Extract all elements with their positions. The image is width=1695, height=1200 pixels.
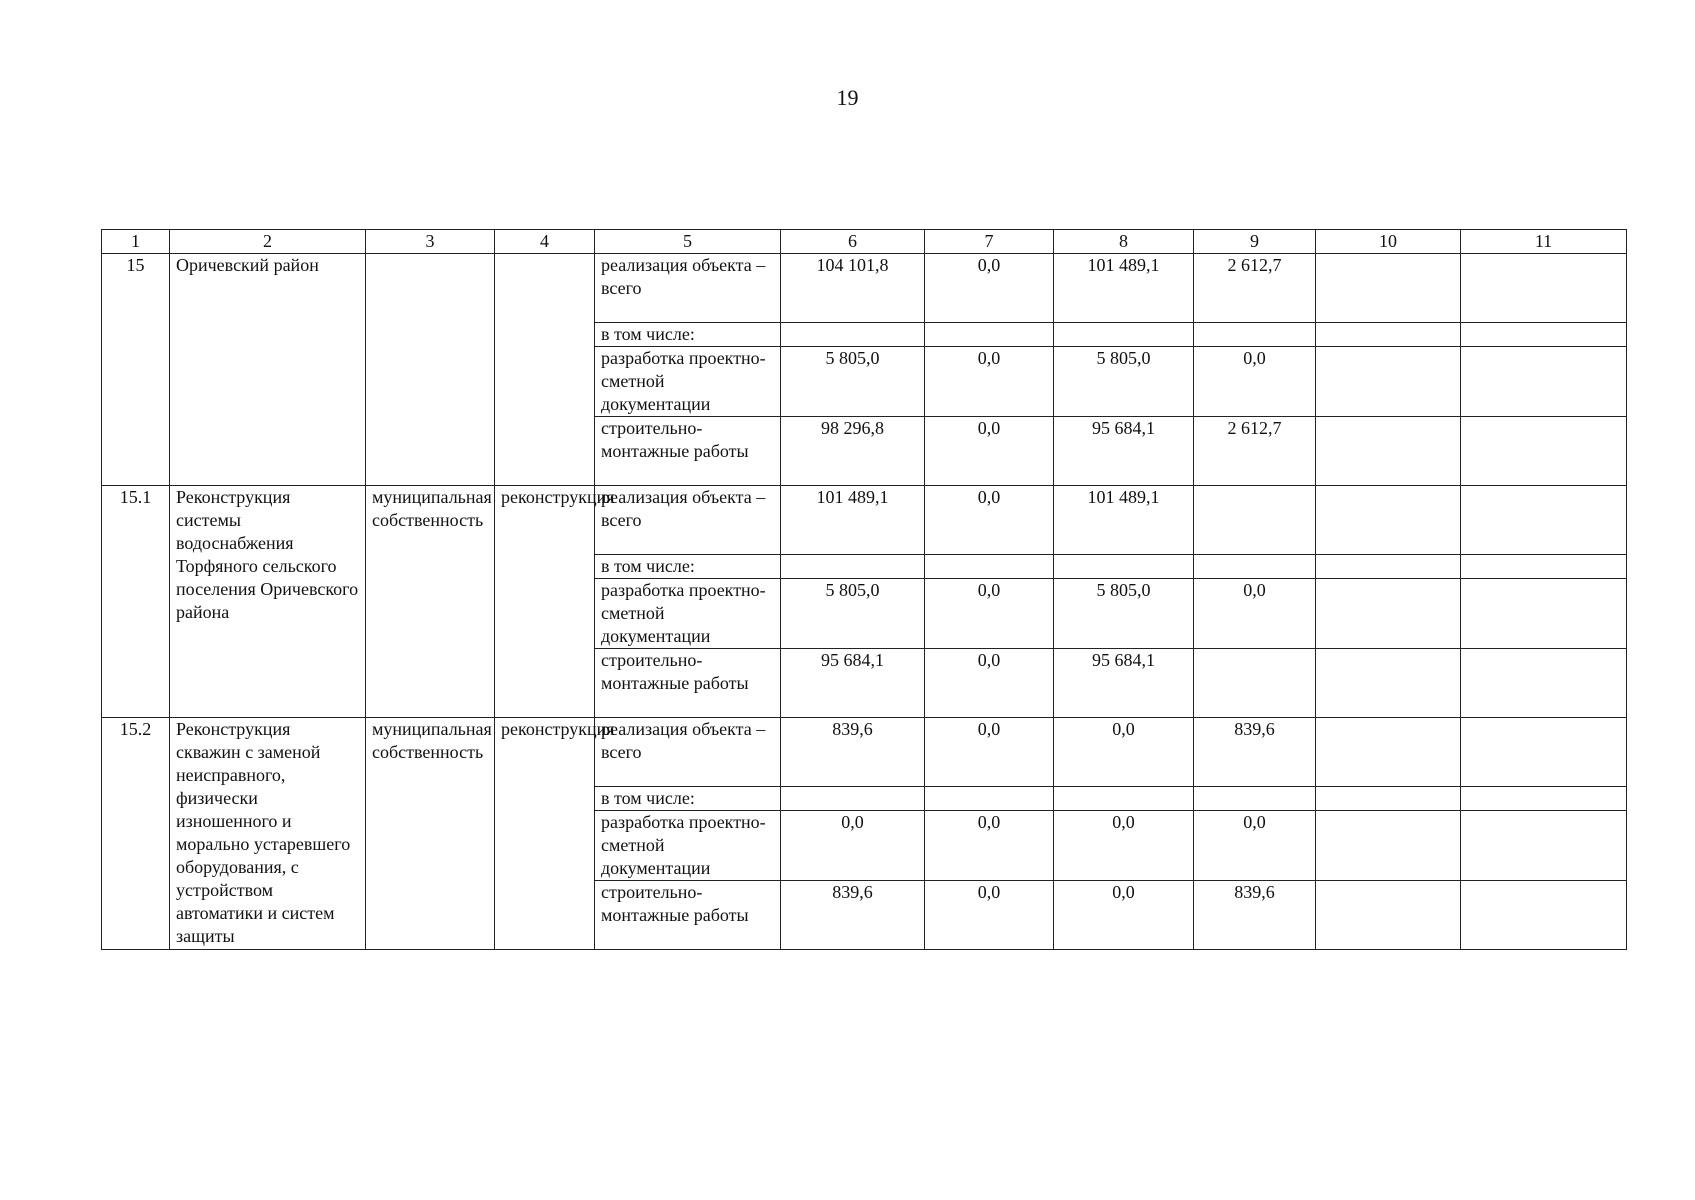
expense-label: строительно-монтажные работы (595, 649, 781, 718)
value-cell-c8 (1054, 323, 1194, 347)
item-number: 15.1 (102, 486, 170, 718)
column-number: 4 (495, 230, 595, 254)
column-number-row (102, 230, 1627, 254)
value-cell-c7: 0,0 (925, 881, 1054, 950)
value-cell-c10 (1316, 881, 1461, 950)
value-cell-c7 (925, 323, 1054, 347)
expense-label: реализация объекта – всего (595, 486, 781, 555)
page-number: 19 (836, 85, 859, 110)
value-cell-c6: 5 805,0 (781, 347, 925, 417)
value-cell-c7 (925, 787, 1054, 811)
value-cell-c10 (1316, 347, 1461, 417)
value-cell-c11 (1461, 649, 1627, 718)
value-cell-c6 (781, 787, 925, 811)
expense-label: разработка проектно-сметной документации (595, 811, 781, 881)
value-cell-c9: 839,6 (1194, 718, 1316, 787)
value-cell-c10 (1316, 254, 1461, 323)
expense-label: строительно-монтажные работы (595, 881, 781, 950)
work-type: реконструкция (495, 718, 595, 950)
value-cell-c10 (1316, 787, 1461, 811)
value-cell-c10 (1316, 555, 1461, 579)
value-cell-c11 (1461, 417, 1627, 486)
column-number: 7 (925, 230, 1054, 254)
table-row (102, 718, 1627, 787)
value-cell-c11 (1461, 555, 1627, 579)
column-number: 6 (781, 230, 925, 254)
value-cell-c9: 2 612,7 (1194, 254, 1316, 323)
value-cell-c10 (1316, 486, 1461, 555)
value-cell-c9 (1194, 649, 1316, 718)
value-cell-c11 (1461, 881, 1627, 950)
expense-label: в том числе: (595, 555, 781, 579)
value-cell-c11 (1461, 811, 1627, 881)
value-cell-c11 (1461, 323, 1627, 347)
value-cell-c11 (1461, 718, 1627, 787)
column-number: 8 (1054, 230, 1194, 254)
value-cell-c10 (1316, 323, 1461, 347)
value-cell-c8: 0,0 (1054, 718, 1194, 787)
value-cell-c7: 0,0 (925, 417, 1054, 486)
value-cell-c11 (1461, 787, 1627, 811)
value-cell-c9: 0,0 (1194, 811, 1316, 881)
value-cell-c7: 0,0 (925, 486, 1054, 555)
value-cell-c6: 95 684,1 (781, 649, 925, 718)
value-cell-c6: 839,6 (781, 718, 925, 787)
value-cell-c7: 0,0 (925, 254, 1054, 323)
value-cell-c7 (925, 555, 1054, 579)
value-cell-c8: 5 805,0 (1054, 579, 1194, 649)
value-cell-c11 (1461, 486, 1627, 555)
value-cell-c10 (1316, 649, 1461, 718)
value-cell-c6: 0,0 (781, 811, 925, 881)
value-cell-c9 (1194, 323, 1316, 347)
value-cell-c8: 95 684,1 (1054, 417, 1194, 486)
value-cell-c6 (781, 323, 925, 347)
ownership-form (366, 254, 495, 486)
value-cell-c10 (1316, 811, 1461, 881)
work-type: реконструкция (495, 486, 595, 718)
value-cell-c7: 0,0 (925, 718, 1054, 787)
value-cell-c8 (1054, 787, 1194, 811)
value-cell-c8: 0,0 (1054, 811, 1194, 881)
expense-label: разработка проектно-сметной документации (595, 347, 781, 417)
value-cell-c11 (1461, 347, 1627, 417)
value-cell-c7: 0,0 (925, 579, 1054, 649)
value-cell-c9: 0,0 (1194, 347, 1316, 417)
table-row (102, 254, 1627, 323)
budget-table (101, 229, 1627, 950)
value-cell-c8: 101 489,1 (1054, 254, 1194, 323)
column-number: 1 (102, 230, 170, 254)
value-cell-c9: 2 612,7 (1194, 417, 1316, 486)
value-cell-c7: 0,0 (925, 347, 1054, 417)
expense-label: в том числе: (595, 787, 781, 811)
item-number: 15.2 (102, 718, 170, 950)
object-name: Реконструкция скважин с заменой неисправного, физически изношенного и морально устаревшего оборудования, с устройством автоматики и систем защиты (170, 718, 366, 950)
value-cell-c8: 5 805,0 (1054, 347, 1194, 417)
value-cell-c8: 0,0 (1054, 881, 1194, 950)
expense-label: в том числе: (595, 323, 781, 347)
value-cell-c9 (1194, 555, 1316, 579)
column-number: 2 (170, 230, 366, 254)
value-cell-c11 (1461, 254, 1627, 323)
column-number: 11 (1461, 230, 1627, 254)
column-number: 9 (1194, 230, 1316, 254)
value-cell-c7: 0,0 (925, 811, 1054, 881)
value-cell-c9: 839,6 (1194, 881, 1316, 950)
item-number: 15 (102, 254, 170, 486)
value-cell-c10 (1316, 579, 1461, 649)
expense-label: реализация объекта – всего (595, 718, 781, 787)
value-cell-c6: 104 101,8 (781, 254, 925, 323)
value-cell-c6: 5 805,0 (781, 579, 925, 649)
value-cell-c8: 95 684,1 (1054, 649, 1194, 718)
table-row (102, 486, 1627, 555)
column-number: 5 (595, 230, 781, 254)
value-cell-c9 (1194, 787, 1316, 811)
value-cell-c8: 101 489,1 (1054, 486, 1194, 555)
object-name: Оричевский район (170, 254, 366, 486)
expense-label: реализация объекта – всего (595, 254, 781, 323)
value-cell-c10 (1316, 417, 1461, 486)
value-cell-c11 (1461, 579, 1627, 649)
value-cell-c6: 839,6 (781, 881, 925, 950)
value-cell-c7: 0,0 (925, 649, 1054, 718)
expense-label: разработка проектно-сметной документации (595, 579, 781, 649)
work-type (495, 254, 595, 486)
value-cell-c9: 0,0 (1194, 579, 1316, 649)
value-cell-c6 (781, 555, 925, 579)
column-number: 10 (1316, 230, 1461, 254)
value-cell-c10 (1316, 718, 1461, 787)
column-number: 3 (366, 230, 495, 254)
value-cell-c6: 101 489,1 (781, 486, 925, 555)
ownership-form: муниципальная собственность (366, 486, 495, 718)
expense-label: строительно-монтажные работы (595, 417, 781, 486)
value-cell-c8 (1054, 555, 1194, 579)
ownership-form: муниципальная собственность (366, 718, 495, 950)
object-name: Реконструкция системы водоснабжения Торфяного сельского поселения Оричевского района (170, 486, 366, 718)
value-cell-c9 (1194, 486, 1316, 555)
value-cell-c6: 98 296,8 (781, 417, 925, 486)
